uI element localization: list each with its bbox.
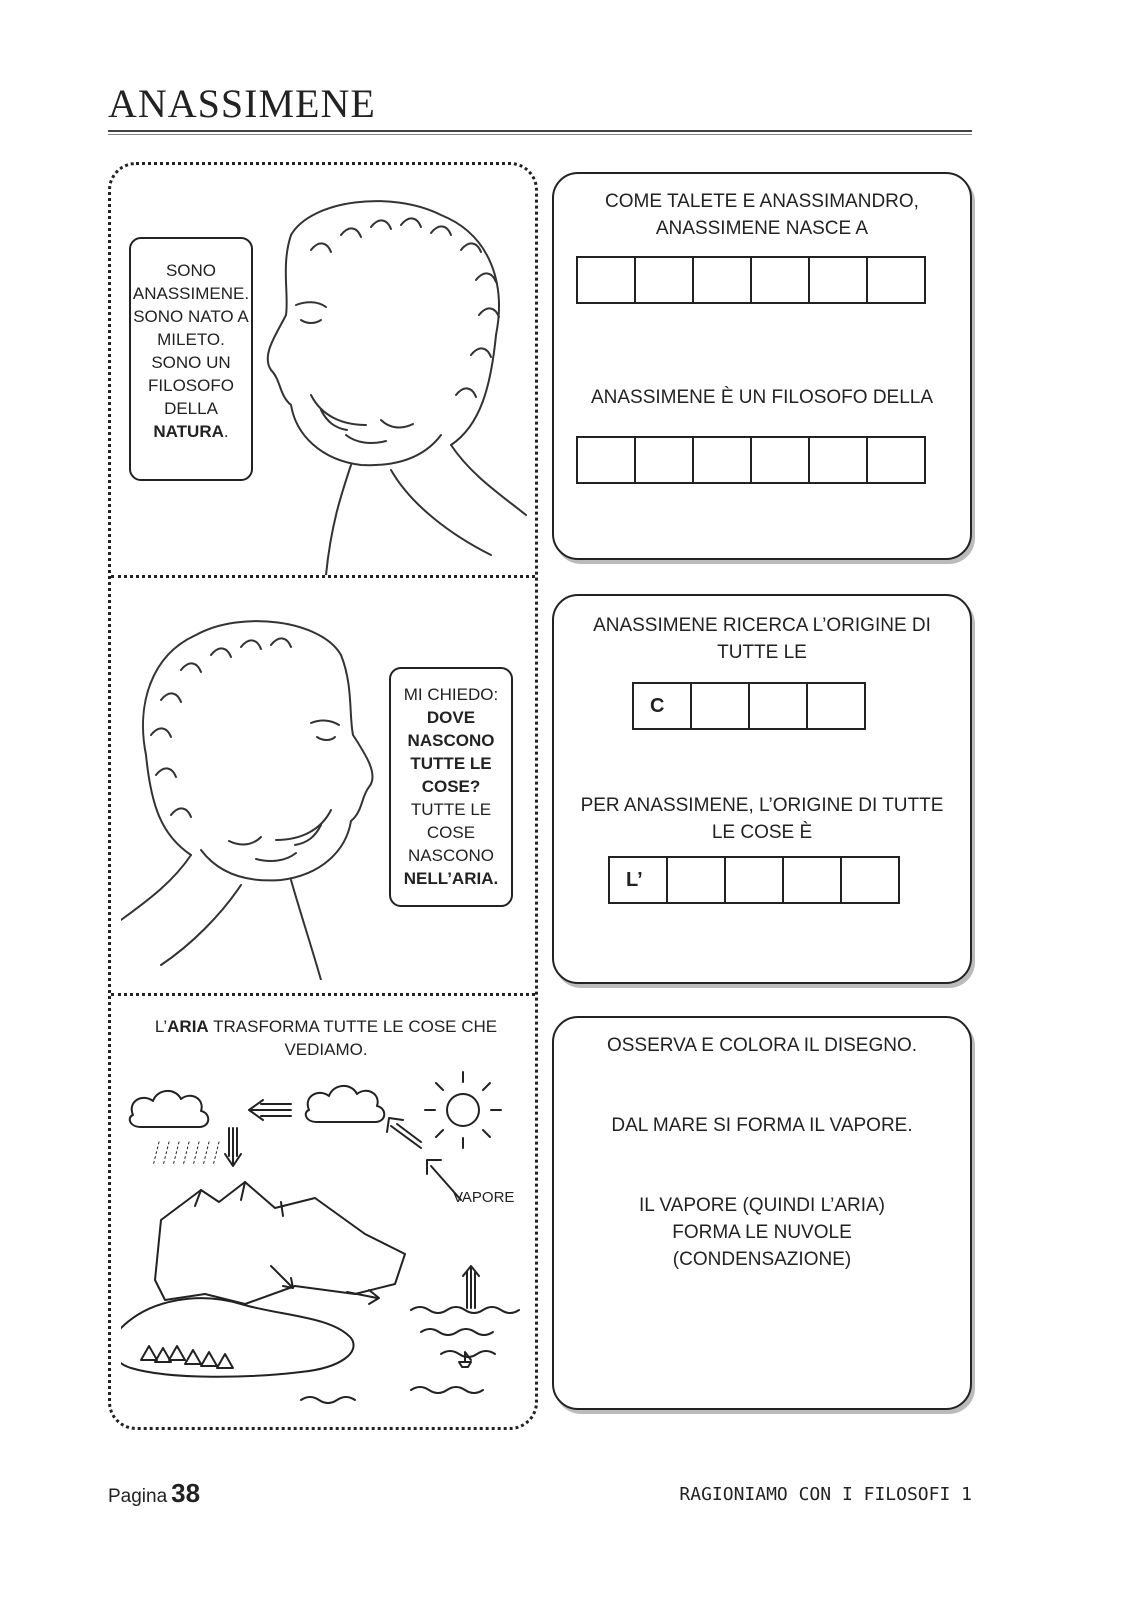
bubble2-bold-end: NELL’ARIA. (403, 869, 499, 888)
card1-question2: ANASSIMENE È UN FILOSOFO DELLA (590, 387, 934, 408)
bubble1-line: DELLA (164, 399, 218, 418)
speech-bubble-1 (129, 237, 253, 481)
card2-question2: PER ANASSIMENE, L’ORIGINE DI TUTTE LE COSE È (580, 795, 944, 843)
panel-divider-2 (111, 993, 535, 996)
caption-rest: TRASFORMA TUTTE LE COSE CHE VEDIAMO. (208, 1017, 498, 1059)
sea-waves-icon (301, 1307, 519, 1403)
answer-box[interactable] (840, 856, 900, 904)
bubble2-line: COSE (426, 823, 476, 842)
water-cycle-caption (131, 1015, 521, 1061)
answer-box[interactable] (808, 436, 868, 484)
bubble1-line: SONO NATO A (133, 307, 249, 326)
comic-strip (108, 162, 538, 1430)
title-underline-thin (108, 134, 972, 135)
page-number-value: 38 (171, 1478, 201, 1508)
arrow-left-icon (249, 1100, 291, 1120)
bubble1-line: SONO UN (151, 353, 231, 372)
rain-icon (153, 1142, 219, 1166)
answer-boxes-city (576, 256, 926, 304)
card1-question1: COME TALETE E ANASSIMANDRO, ANASSIMENE NASCE A (605, 191, 919, 239)
panel-divider-1 (111, 575, 535, 578)
answer-box[interactable] (750, 256, 810, 304)
page-title: ANASSIMENE (108, 81, 376, 126)
bubble2-bold-line: COSE? (421, 777, 481, 796)
answer-box[interactable] (866, 256, 926, 304)
answer-box[interactable] (666, 856, 726, 904)
bubble1-period: . (223, 422, 229, 441)
answer-box[interactable] (634, 256, 694, 304)
cloud-icon (306, 1086, 385, 1122)
answer-box[interactable] (866, 436, 926, 484)
caption-prefix: L’ (154, 1017, 168, 1036)
answer-boxes-nature (576, 436, 926, 484)
card2-question1: ANASSIMENE RICERCA L’ORIGINE DI TUTTE LE (593, 615, 931, 663)
caption-bold-word: ARIA (167, 1017, 209, 1036)
instruction-card-3 (552, 1016, 972, 1410)
island-icon (121, 1298, 354, 1377)
water-cycle-illustration (121, 1070, 531, 1420)
answer-box[interactable] (782, 856, 842, 904)
bubble2-line: NASCONO (408, 846, 494, 865)
answer-box[interactable] (634, 436, 694, 484)
arrow-up-left-icon (387, 1118, 421, 1148)
book-title: RAGIONIAMO CON I FILOSOFI 1 (679, 1484, 972, 1505)
answer-box[interactable] (692, 256, 752, 304)
bubble2-bold-line: DOVE (426, 708, 476, 727)
answer-box[interactable] (806, 682, 866, 730)
question-card-2 (552, 594, 972, 984)
question-card-1 (552, 172, 972, 560)
card3-line1: OSSERVA E COLORA IL DISEGNO. (606, 1035, 918, 1056)
answer-box[interactable] (750, 436, 810, 484)
mountain-icon (155, 1182, 405, 1304)
answer-boxes-air (608, 856, 900, 904)
vapore-label: VAPORE (453, 1189, 515, 1206)
sun-icon (425, 1072, 501, 1148)
answer-box[interactable] (576, 256, 636, 304)
bubble1-line: MILETO. (157, 330, 225, 349)
bubble2-line: TUTTE LE (410, 800, 492, 819)
card3-line2: DAL MARE SI FORMA IL VAPORE. (611, 1115, 913, 1136)
page-number (108, 1478, 200, 1509)
title-underline (108, 130, 972, 132)
answer-box[interactable] (576, 436, 636, 484)
answer-boxes-things (632, 682, 866, 730)
card3-line3: IL VAPORE (QUINDI L’ARIA) FORMA LE NUVOLE (CONDENSAZIONE) (639, 1195, 885, 1270)
answer-box[interactable] (808, 256, 868, 304)
arrow-up-icon (463, 1266, 479, 1308)
bubble1-bold-word: NATURA (153, 422, 224, 441)
speech-bubble-2 (389, 667, 513, 907)
river-arrow-icon (271, 1266, 379, 1304)
bubble2-bold-line: NASCONO (407, 731, 495, 750)
bubble2-bold-line: TUTTE LE (410, 754, 492, 773)
arrow-down-icon (225, 1128, 241, 1166)
answer-box[interactable] (724, 856, 784, 904)
bubble2-intro: MI CHIEDO: (403, 685, 499, 704)
anaximenes-portrait-right (121, 615, 391, 980)
answer-box[interactable] (692, 436, 752, 484)
answer-box[interactable]: C (632, 682, 692, 730)
bubble1-line: SONO (165, 261, 217, 280)
answer-box[interactable] (748, 682, 808, 730)
anaximenes-portrait-left (251, 195, 531, 575)
answer-box[interactable]: L’ (608, 856, 668, 904)
bubble1-line: FILOSOFO (148, 376, 234, 395)
answer-box[interactable] (690, 682, 750, 730)
page-label: Pagina (108, 1486, 168, 1507)
bubble1-line: ANASSIMENE. (132, 284, 250, 303)
trees-icon (141, 1346, 233, 1368)
cloud-icon (130, 1091, 209, 1127)
